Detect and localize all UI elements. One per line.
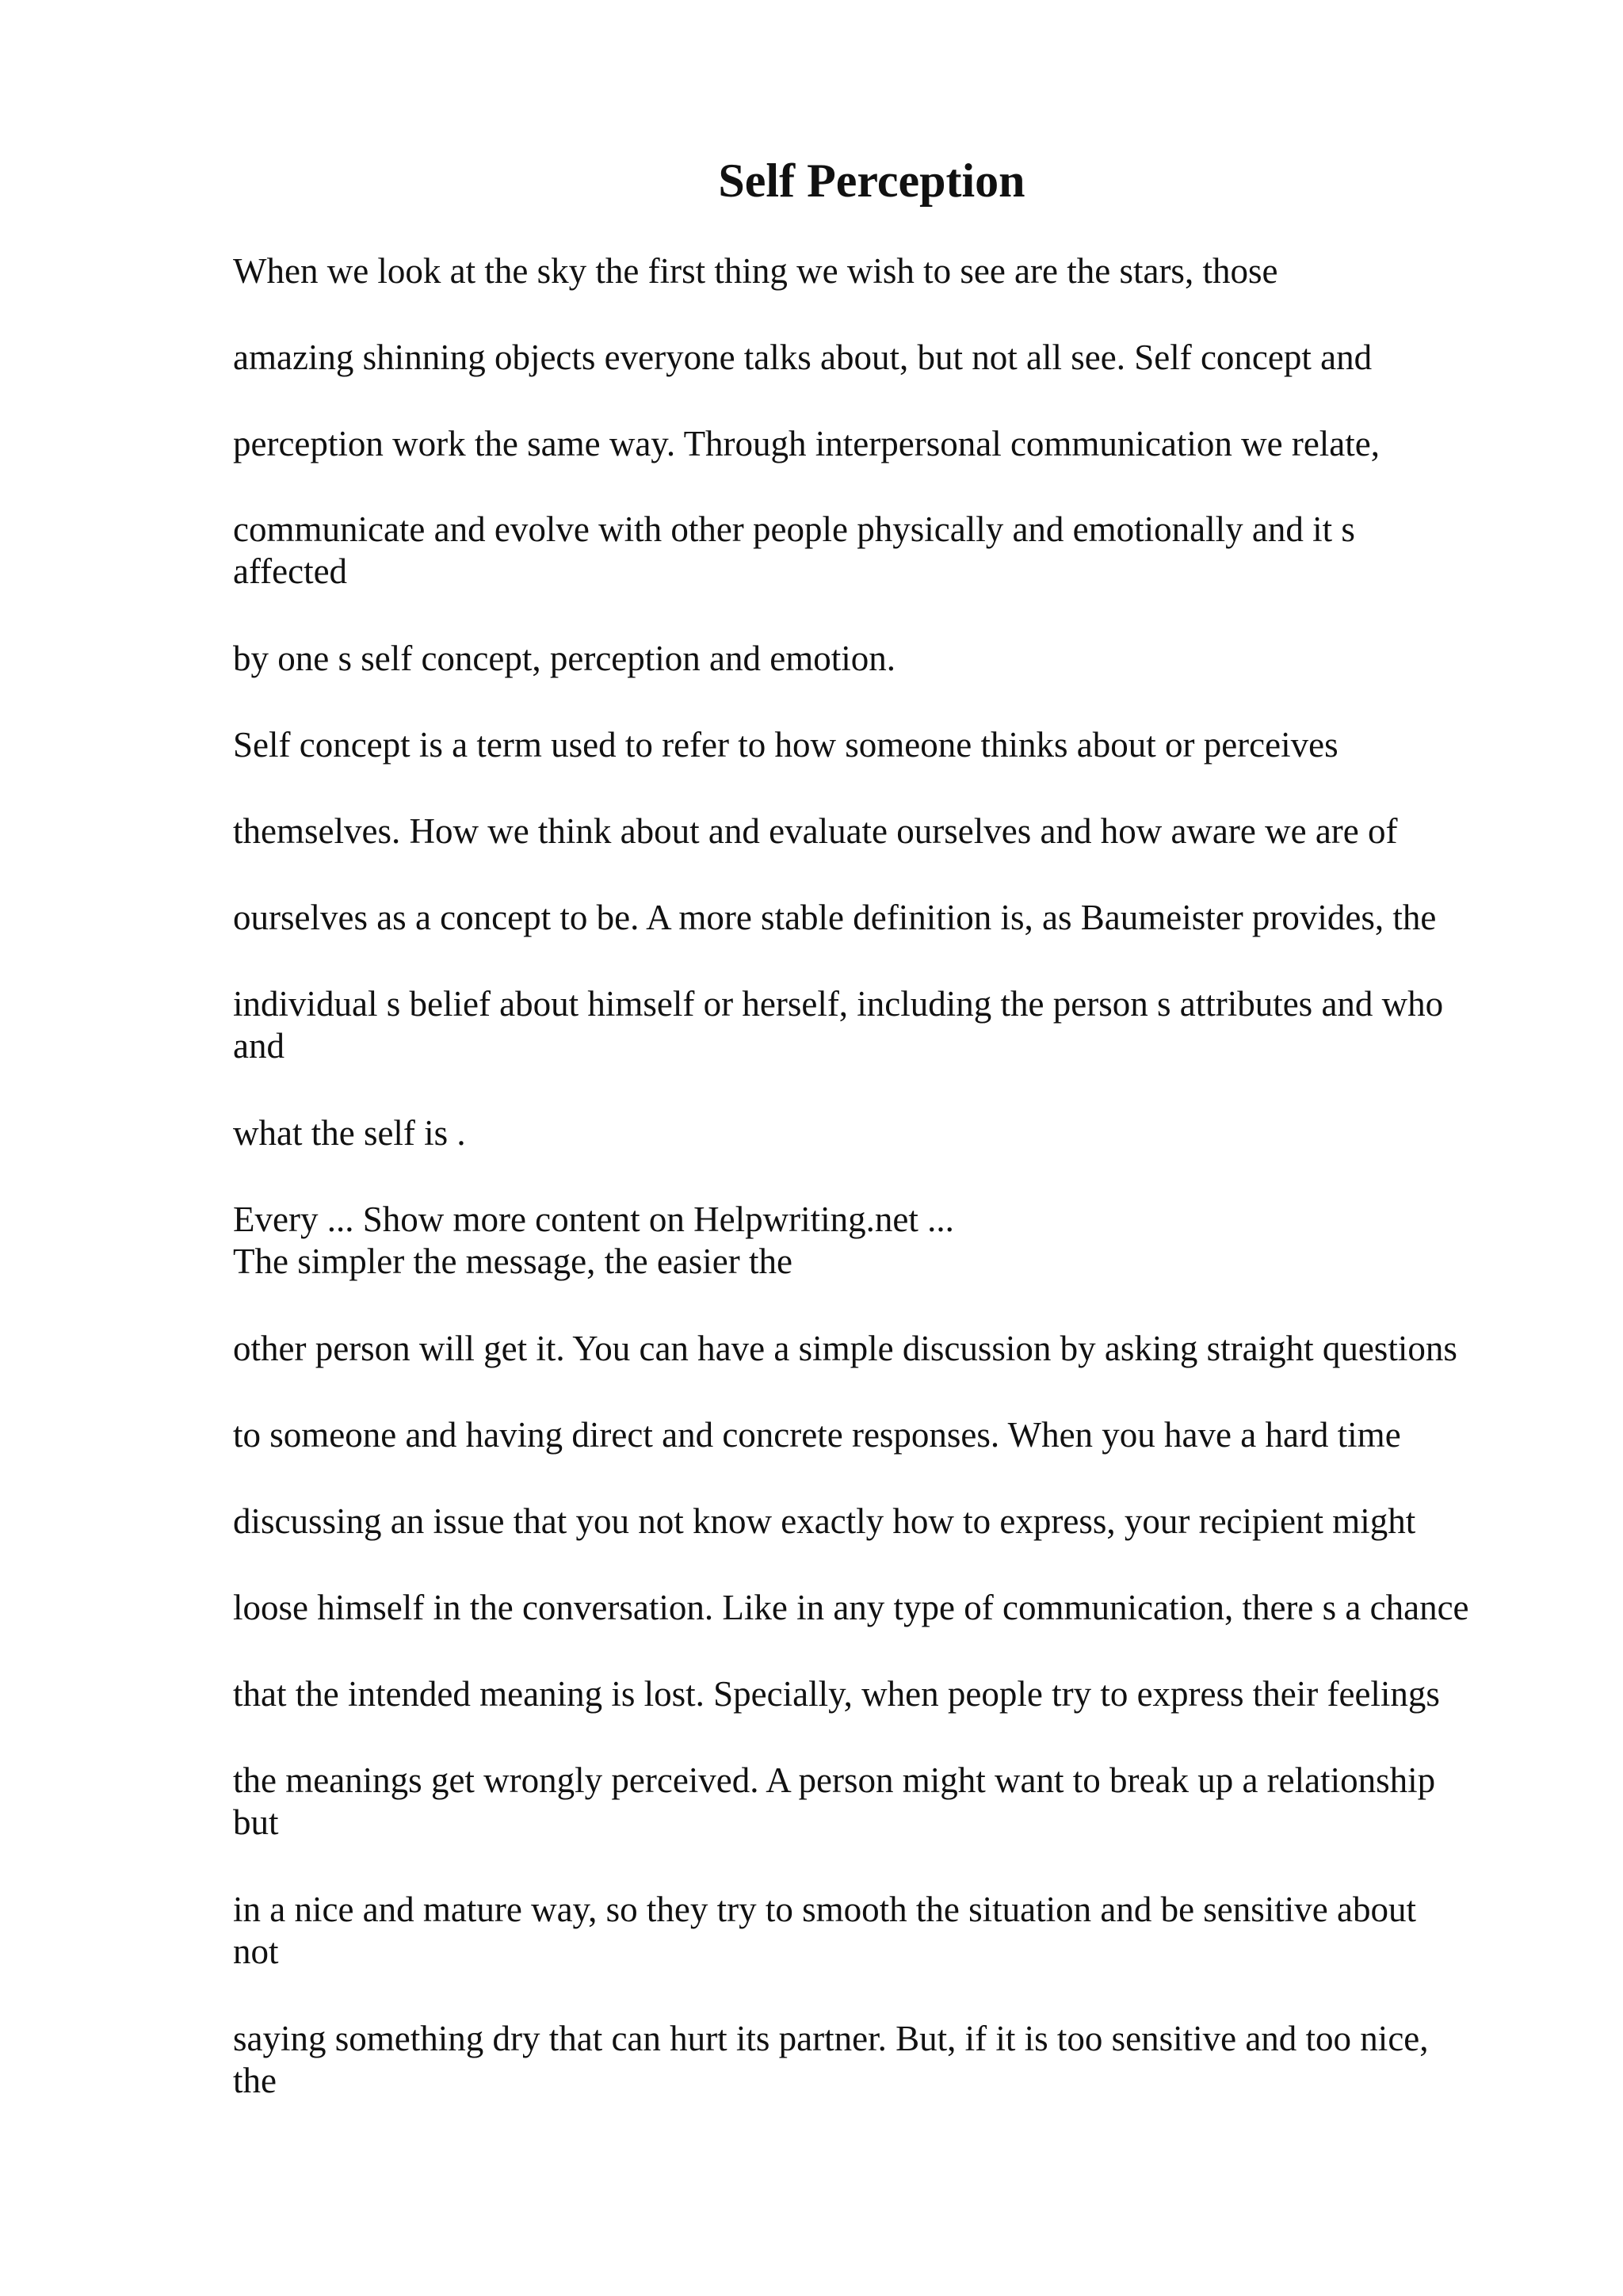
text-line: ourselves as a concept to be. A more stable definition is, as Baumeister provides, the	[233, 898, 1437, 937]
text-line: the	[233, 2061, 277, 2100]
document-title: Self Perception	[718, 154, 1025, 207]
text-line: in a nice and mature way, so they try to smooth the situation and be sensitive about	[233, 1890, 1416, 1929]
text-line: Every ... Show more content on Helpwriting.net ...	[233, 1199, 954, 1239]
text-line: that the intended meaning is lost. Specially, when people try to express their feelings	[233, 1674, 1440, 1714]
text-line: and	[233, 1026, 285, 1066]
text-line: Self concept is a term used to refer to how someone thinks about or perceives	[233, 725, 1338, 765]
text-line: loose himself in the conversation. Like in any type of communication, there s a chance	[233, 1588, 1469, 1627]
text-line: not	[233, 1932, 279, 1971]
text-line: the meanings get wrongly perceived. A person might want to break up a relationship	[233, 1760, 1436, 1800]
text-line: by one s self concept, perception and emotion.	[233, 639, 896, 678]
text-line: discussing an issue that you not know exactly how to express, your recipient might	[233, 1501, 1416, 1541]
text-line: themselves. How we think about and evaluate ourselves and how aware we are of	[233, 811, 1398, 851]
text-line: perception work the same way. Through interpersonal communication we relate,	[233, 424, 1381, 463]
text-line: amazing shinning objects everyone talks about, but not all see. Self concept and	[233, 338, 1373, 377]
text-line: saying something dry that can hurt its partner. But, if it is too sensitive and too nice,	[233, 2019, 1429, 2058]
text-line: When we look at the sky the first thing we wish to see are the stars, those	[233, 251, 1278, 291]
text-line: what the self is .	[233, 1113, 466, 1153]
text-line: to someone and having direct and concrete responses. When you have a hard time	[233, 1415, 1401, 1455]
text-line: communicate and evolve with other people physically and emotionally and it s	[233, 509, 1355, 549]
text-line: other person will get it. You can have a simple discussion by asking straight questions	[233, 1329, 1457, 1368]
text-line: affected	[233, 551, 348, 591]
text-line: The simpler the message, the easier the	[233, 1241, 792, 1281]
text-line: individual s belief about himself or herself, including the person s attributes and who	[233, 984, 1444, 1024]
text-line: but	[233, 1802, 279, 1842]
